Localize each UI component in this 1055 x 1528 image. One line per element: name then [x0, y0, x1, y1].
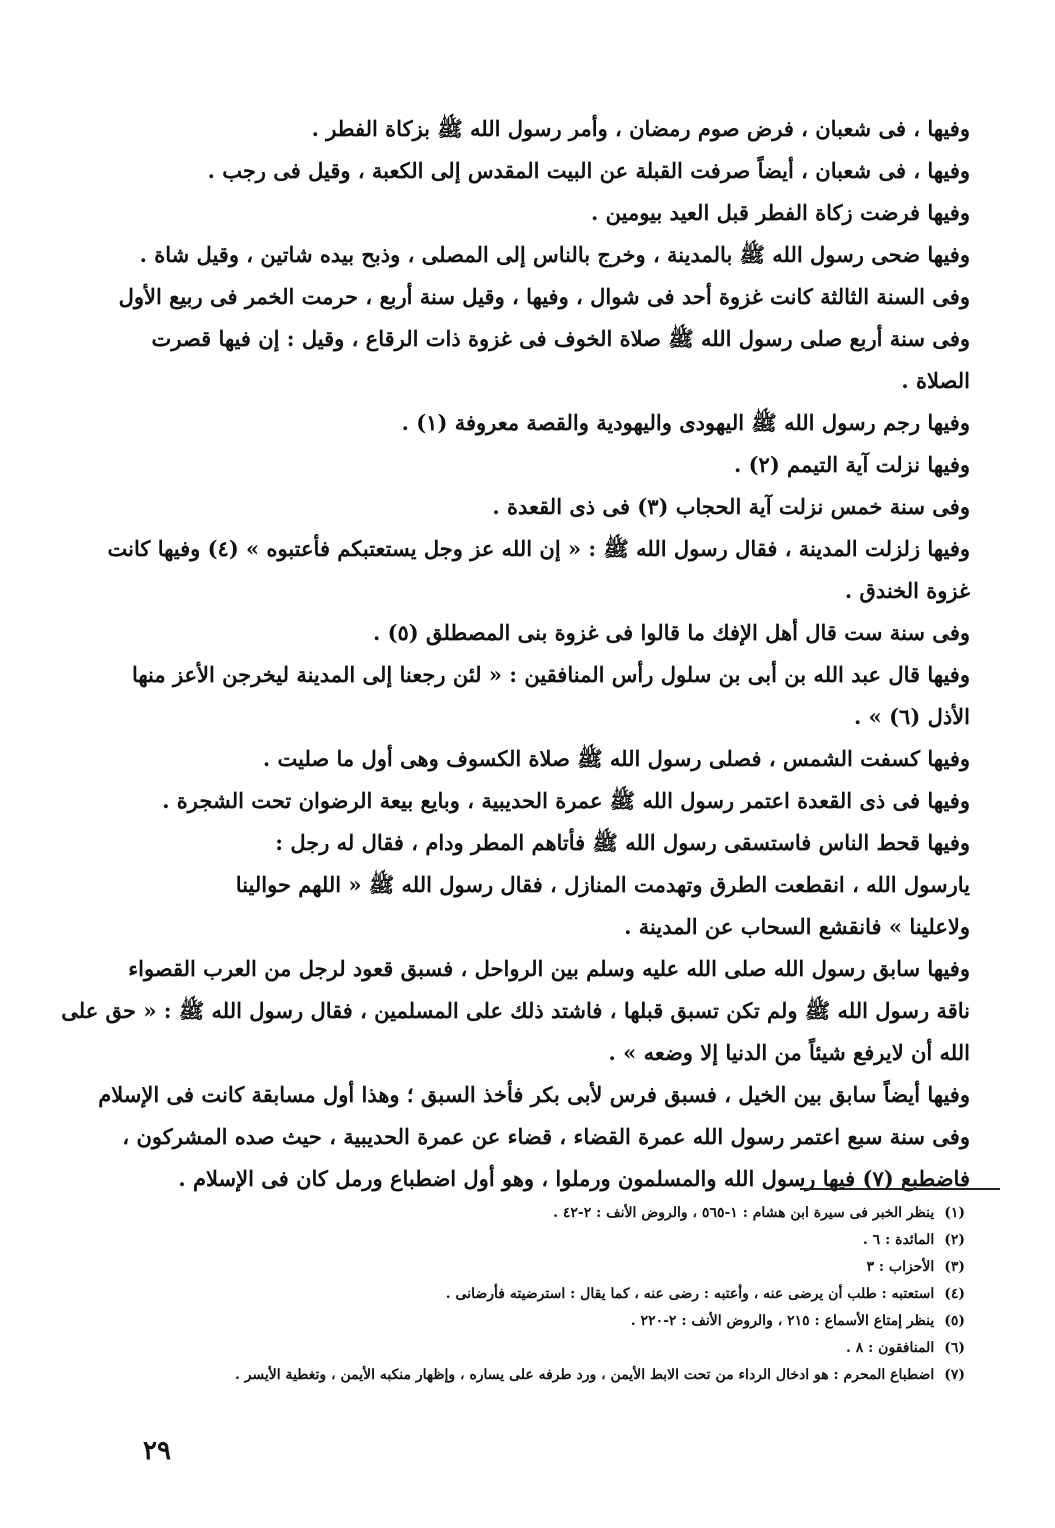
text-line: فاضطبع (٧) فيها رسول الله والمسلمون ورملوا ، وهو أول اضطباع ورمل كان فى الإسلام .: [178, 1166, 970, 1191]
text-line: الله أن لايرفع شيئاً من الدنيا إلا وضعه » .: [608, 1040, 970, 1065]
body-text: [61, 108, 970, 1200]
footnote-text: اضطباع المحرم : هو ادخال الرداء من تحت الابط الأيمن ، ورد طرفه على يساره ، وإظهار منكبه الأيمن ، وتغطية الأيسر .: [234, 1367, 935, 1383]
footnote: [150, 1281, 965, 1308]
text-line: وفى سنة أربع صلى رسول الله ﷺ صلاة الخوف فى غزوة ذات الرقاع ، وقيل : إن فيها قصرت: [151, 326, 970, 351]
footnote-number: (٢): [944, 1232, 965, 1248]
footnote-text: ينظر إمتاع الأسماع : ٢١٥ ، والروض الأنف : ٢-٢٢٠ .: [630, 1313, 935, 1329]
text-line: وفيها فرضت زكاة الفطر قبل العيد بيومين .: [591, 200, 970, 225]
footnote: [150, 1362, 965, 1389]
footnote-number: (٧): [944, 1367, 965, 1383]
footnote-number: (٥): [944, 1313, 965, 1329]
text-line: وفى سنة خمس نزلت آية الحجاب (٣) فى ذى القعدة .: [492, 494, 970, 519]
text-line: وفيها قال عبد الله بن أبى بن سلول رأس المنافقين : « لئن رجعنا إلى المدينة ليخرجن الأعز منها: [131, 662, 970, 687]
text-line: وفيها ، فى شعبان ، فرض صوم رمضان ، وأمر رسول الله ﷺ بزكاة الفطر .: [311, 116, 970, 141]
text-line: وفى سنة سبع اعتمر رسول الله عمرة القضاء ، قضاء عن عمرة الحديبية ، حيث صده المشركون ،: [122, 1124, 970, 1149]
text-line: وفيها سابق رسول الله صلى الله عليه وسلم بين الرواحل ، فسبق قعود لرجل من العرب القصواء: [128, 956, 970, 981]
footnote: [150, 1227, 965, 1254]
footnote: [150, 1200, 965, 1227]
text-line: غزوة الخندق .: [844, 578, 970, 603]
text-line: الأذل (٦) » .: [854, 704, 970, 729]
footnote-text: ينظر الخبر فى سيرة ابن هشام : ١-٥٦٥ ، والروض الأنف : ٢-٤٢ .: [553, 1205, 935, 1221]
text-line: وفيها فى ذى القعدة اعتمر رسول الله ﷺ عمرة الحديبية ، وبايع بيعة الرضوان تحت الشجرة .: [162, 788, 970, 813]
text-line: ناقة رسول الله ﷺ ولم تكن تسبق قبلها ، فاشتد ذلك على المسلمين ، فقال رسول الله ﷺ : « حق على: [61, 998, 970, 1023]
footnote-number: (٦): [944, 1340, 965, 1356]
footnote-number: (٣): [944, 1259, 965, 1275]
text-line: وفيها ، فى شعبان ، أيضاً صرفت القبلة عن البيت المقدس إلى الكعبة ، وقيل فى رجب .: [207, 158, 970, 183]
footnote: [150, 1335, 965, 1362]
footnote: [150, 1308, 965, 1335]
footnote: [150, 1254, 965, 1281]
footnote-text: الأحزاب : ٣: [866, 1259, 935, 1275]
footnote-number: (٤): [944, 1286, 965, 1302]
text-line: وفى سنة ست قال أهل الإفك ما قالوا فى غزوة بنى المصطلق (٥) .: [372, 620, 970, 645]
text-line: وفيها نزلت آية التيمم (٢) .: [733, 452, 970, 477]
text-line: وفيها كسفت الشمس ، فصلى رسول الله ﷺ صلاة الكسوف وهى أول ما صليت .: [262, 746, 970, 771]
footnote-text: المائدة : ٦ .: [862, 1232, 935, 1248]
text-line: يارسول الله ، انقطعت الطرق وتهدمت المنازل ، فقال رسول الله ﷺ « اللهم حوالينا: [235, 872, 970, 897]
footnote-separator: [800, 1188, 1000, 1190]
text-line: وفى السنة الثالثة كانت غزوة أحد فى شوال ، وفيها ، وقيل سنة أربع ، حرمت الخمر فى ربيع الأول: [118, 284, 970, 309]
footnote-text: استعتبه : طلب أن يرضى عنه ، وأعتبه : رضى عنه ، كما يقال : استرضيته فأرضانى .: [445, 1286, 935, 1302]
text-line: وفيها ضحى رسول الله ﷺ بالمدينة ، وخرج بالناس إلى المصلى ، وذبح بيده شاتين ، وقيل شاة .: [139, 242, 970, 267]
text-line: وفيها رجم رسول الله ﷺ اليهودى واليهودية والقصة معروفة (١) .: [401, 410, 970, 435]
page-number: ٢٩: [143, 1436, 171, 1466]
text-line: وفيها زلزلت المدينة ، فقال رسول الله ﷺ : « إن الله عز وجل يستعتبكم فأعتبوه » (٤) وفيها كانت: [107, 536, 970, 561]
text-line: الصلاة .: [901, 368, 970, 393]
footnotes: [150, 1200, 965, 1389]
text-line: ولاعلينا » فانقشع السحاب عن المدينة .: [624, 914, 970, 939]
text-line: وفيها قحط الناس فاستسقى رسول الله ﷺ فأتاهم المطر ودام ، فقال له رجل :: [275, 830, 970, 855]
footnote-text: المنافقون : ٨ .: [845, 1340, 935, 1356]
text-line: وفيها أيضاً سابق بين الخيل ، فسبق فرس لأبى بكر فأخذ السبق ؛ وهذا أول مسابقة كانت فى الإسلام: [98, 1082, 970, 1107]
footnote-number: (١): [944, 1205, 965, 1221]
